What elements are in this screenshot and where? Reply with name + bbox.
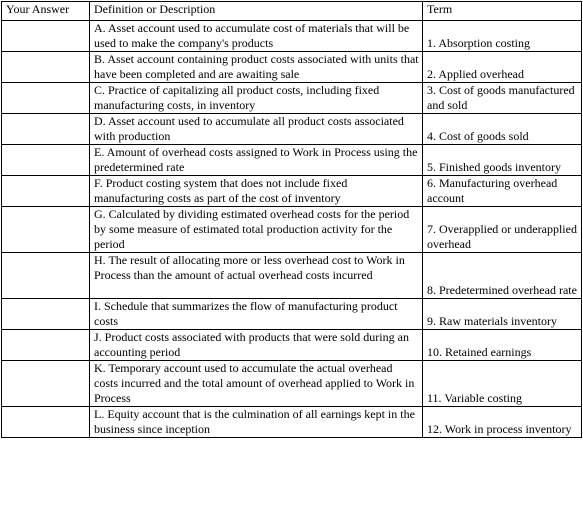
table-row [2,114,582,145]
term-cell: 10. Retained earnings [423,330,582,361]
table-row [2,207,582,253]
definition-cell: K. Temporary account used to accumulate the actual overhead costs incurred and the total amount of overhead applied to Work in Process [90,361,423,407]
answer-cell[interactable] [2,83,90,114]
answer-cell[interactable] [2,330,90,361]
table-row [2,299,582,330]
answer-cell[interactable] [2,176,90,207]
header-term: Term [423,2,582,21]
term-cell: 8. Predetermined overhead rate [423,253,582,299]
term-cell: 5. Finished goods inventory [423,145,582,176]
answer-cell[interactable] [2,299,90,330]
table-row [2,21,582,52]
table-row [2,52,582,83]
definition-cell: D. Asset account used to accumulate all product costs associated with production [90,114,423,145]
header-your-answer: Your Answer [2,2,90,21]
answer-cell[interactable] [2,361,90,407]
header-row [2,2,582,21]
table-row [2,407,582,438]
definition-cell: G. Calculated by dividing estimated overhead costs for the period by some measure of estimated total production activity for the period [90,207,423,253]
term-cell: 3. Cost of goods manufactured and sold [423,83,582,114]
table-row [2,83,582,114]
matching-table [1,1,582,438]
definition-cell: J. Product costs associated with products that were sold during an accounting period [90,330,423,361]
definition-cell: E. Amount of overhead costs assigned to Work in Process using the predetermined rate [90,145,423,176]
term-cell: 9. Raw materials inventory [423,299,582,330]
table-row [2,253,582,299]
table-row [2,330,582,361]
header-definition: Definition or Description [90,2,423,21]
definition-cell: L. Equity account that is the culmination of all earnings kept in the business since inception [90,407,423,438]
definition-cell: H. The result of allocating more or less overhead cost to Work in Process than the amount of actual overhead costs incurred [90,253,423,299]
table-row [2,361,582,407]
term-cell: 6. Manufacturing overhead account [423,176,582,207]
term-cell: 7. Overapplied or underapplied overhead [423,207,582,253]
answer-cell[interactable] [2,407,90,438]
answer-cell[interactable] [2,207,90,253]
definition-cell: F. Product costing system that does not include fixed manufacturing costs as part of the cost of inventory [90,176,423,207]
definition-cell: C. Practice of capitalizing all product costs, including fixed manufacturing costs, in inventory [90,83,423,114]
definition-cell: A. Asset account used to accumulate cost of materials that will be used to make the company's products [90,21,423,52]
definition-cell: B. Asset account containing product costs associated with units that have been completed and are awaiting sale [90,52,423,83]
answer-cell[interactable] [2,253,90,299]
table-row [2,176,582,207]
term-cell: 12. Work in process inventory [423,407,582,438]
answer-cell[interactable] [2,21,90,52]
answer-cell[interactable] [2,145,90,176]
table-row [2,145,582,176]
term-cell: 1. Absorption costing [423,21,582,52]
term-cell: 4. Cost of goods sold [423,114,582,145]
term-cell: 2. Applied overhead [423,52,582,83]
definition-cell: I. Schedule that summarizes the flow of manufacturing product costs [90,299,423,330]
term-cell: 11. Variable costing [423,361,582,407]
answer-cell[interactable] [2,114,90,145]
table-body [2,21,582,438]
answer-cell[interactable] [2,52,90,83]
